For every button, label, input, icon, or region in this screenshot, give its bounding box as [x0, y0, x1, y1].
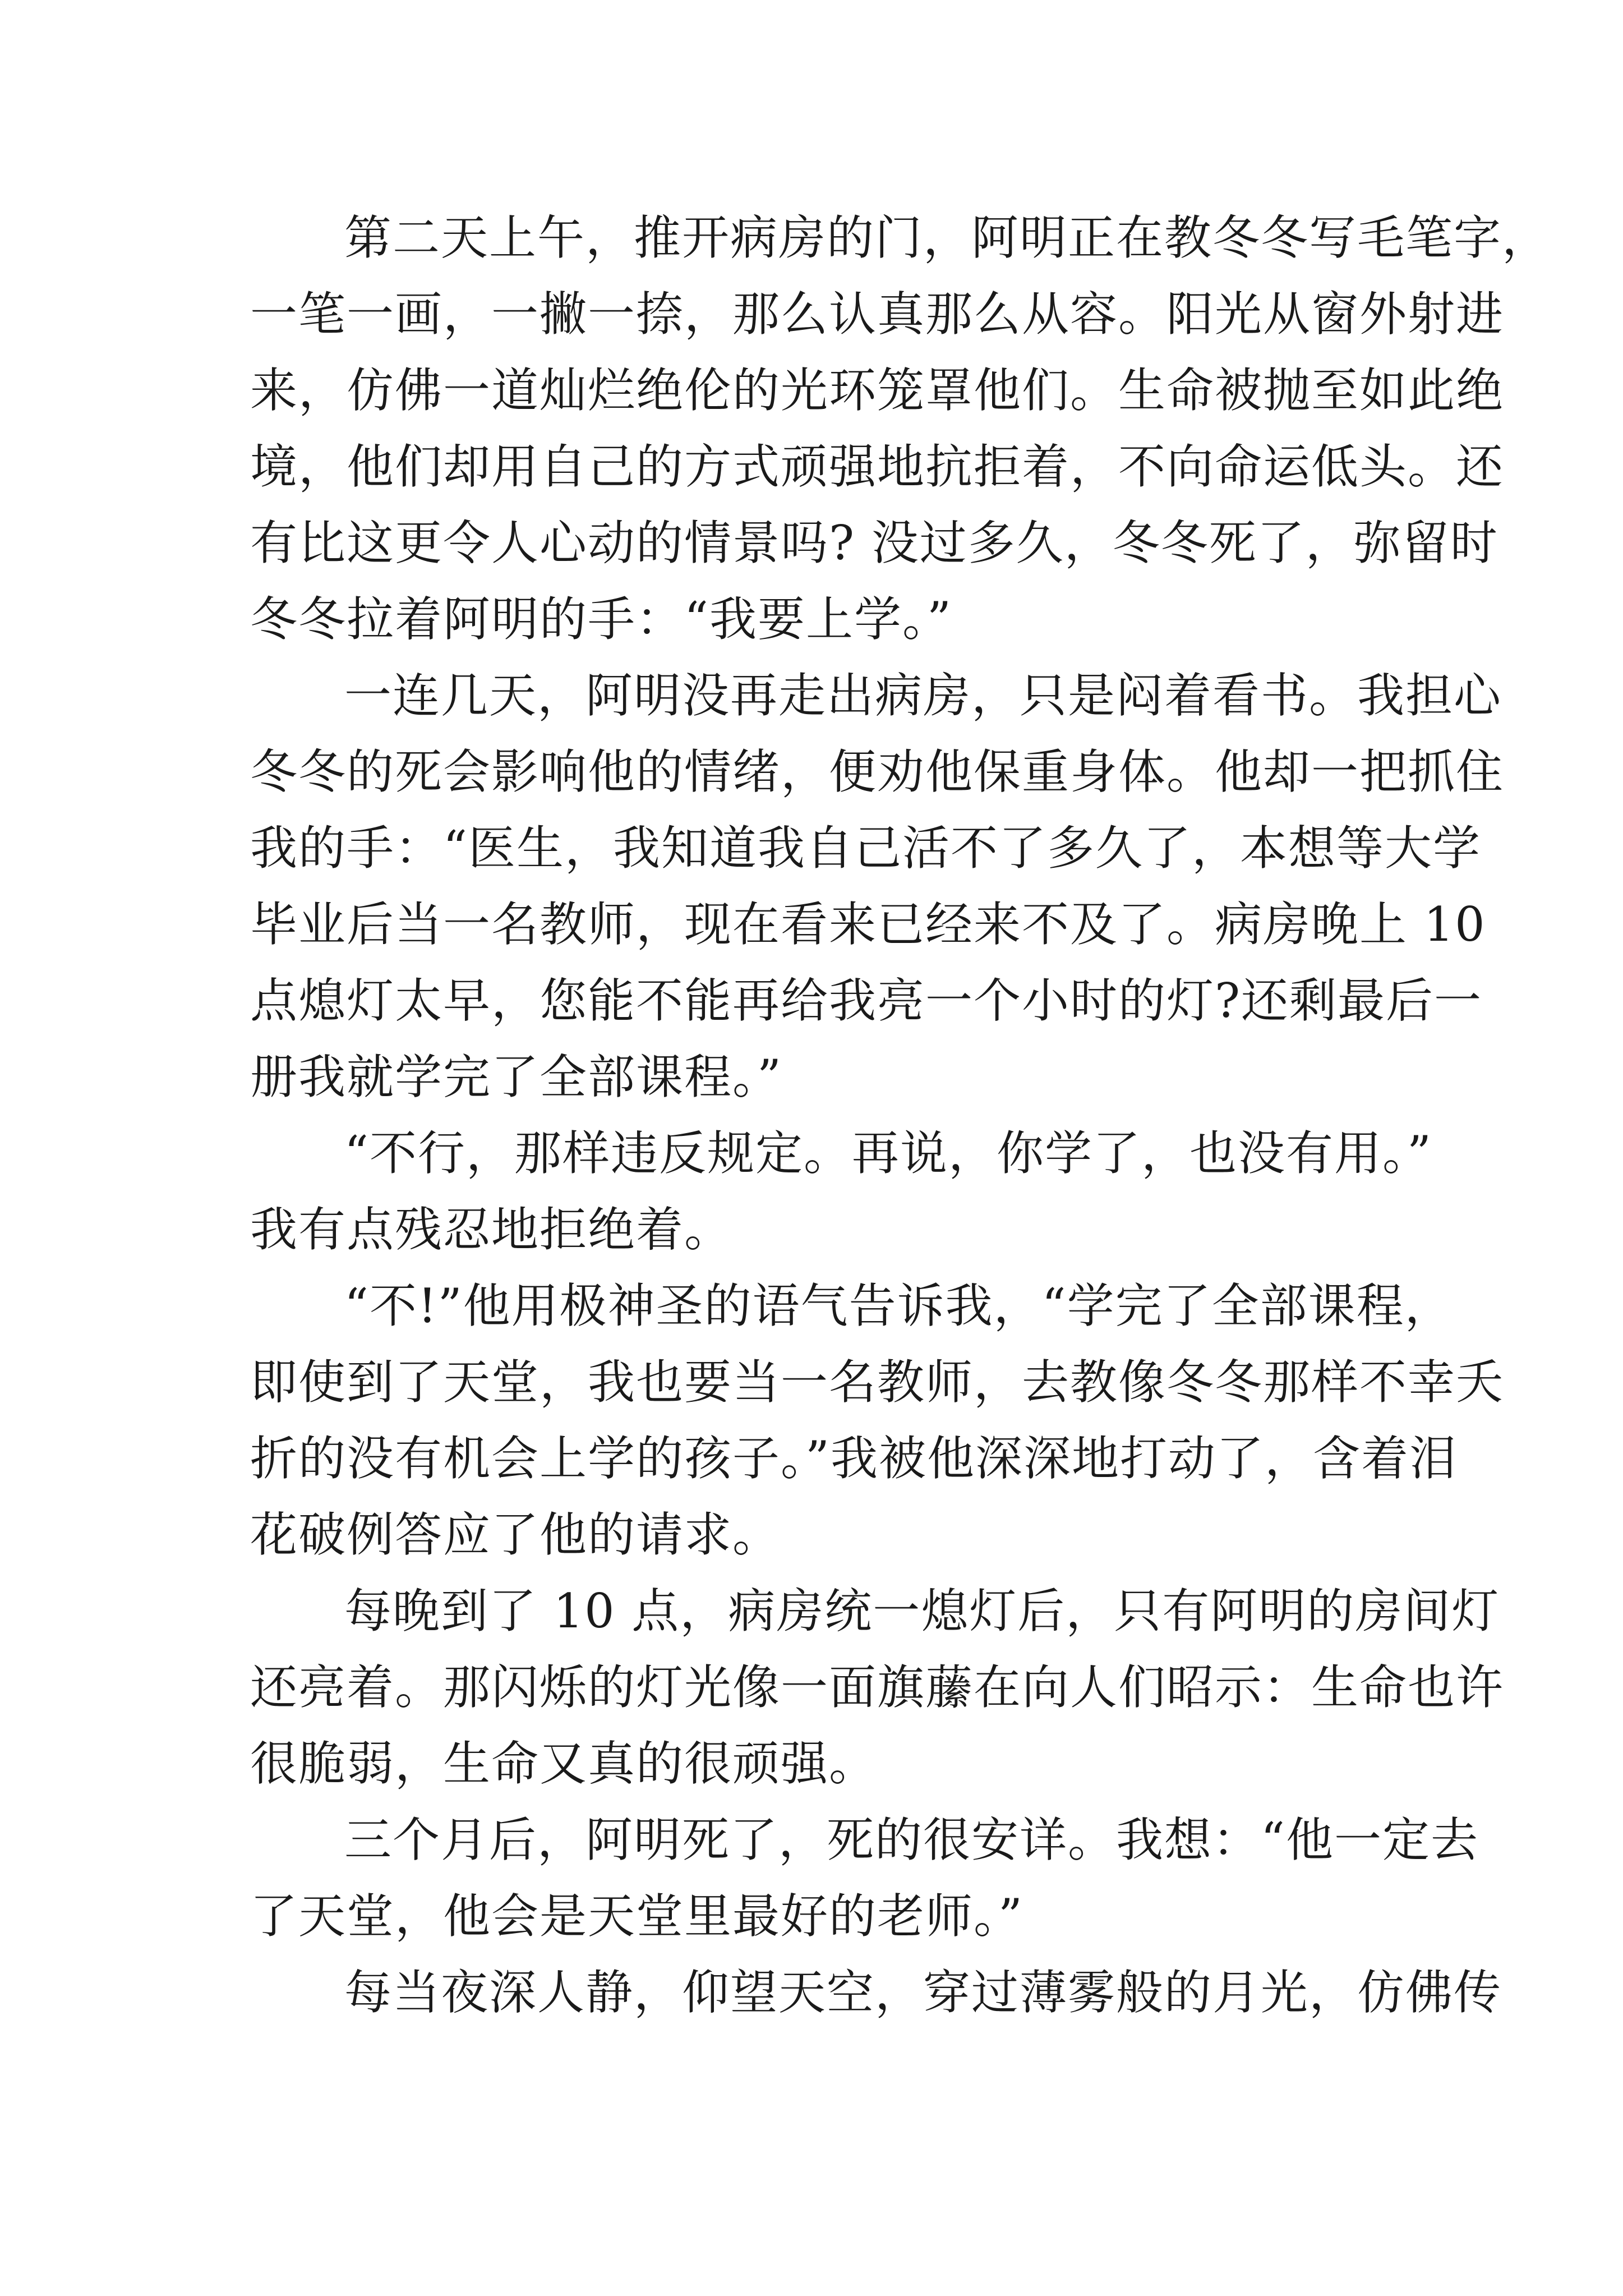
text-line: 毕业后当一名教师，现在看来已经来不及了。病房晚上 10	[250, 897, 1486, 952]
text-line: 境，他们却用自己的方式顽强地抗拒着，不向命运低头。还	[250, 439, 1505, 494]
paragraph-4	[250, 1268, 1505, 1573]
text-line: 冬冬拉着阿明的手：“我要上学。”	[250, 592, 952, 647]
text-line: 我有点残忍地拒绝着。	[250, 1202, 733, 1257]
text-line: 三个月后，阿明死了，死的很安详。我想：“他一定去	[344, 1812, 1479, 1867]
text-line: 花破例答应了他的请求。	[250, 1507, 781, 1562]
text-line: 册我就学完了全部课程。”	[250, 1050, 782, 1105]
text-line: 来，仿佛一道灿烂绝伦的光环笼罩他们。生命被抛至如此绝	[250, 363, 1505, 418]
text-line: 一笔一画，一撇一捺，那么认真那么从容。阳光从窗外射进	[250, 287, 1505, 342]
text-line: 我的手：“医生，我知道我自己活不了多久了，本想等大学	[250, 821, 1481, 876]
text-line: 一连几天，阿明没再走出病房，只是闷着看书。我担心	[344, 668, 1502, 723]
text-line: 还亮着。那闪烁的灯光像一面旗䕨在向人们昭示：生命也许	[250, 1660, 1505, 1715]
text-line: 有比这更令人心动的情景吗? 没过多久，冬冬死了，弥留时	[250, 516, 1498, 570]
text-line: 冬冬的死会影响他的情绪，便劝他保重身体。他却一把抓住	[250, 744, 1505, 799]
paragraph-2	[250, 657, 1505, 1115]
text-line: 第二天上午，推开病房的门，阿明正在教冬冬写毛笔字，	[344, 210, 1551, 265]
document-body	[250, 200, 1551, 2031]
text-line: 了天堂，他会是天堂里最好的老师。”	[250, 1889, 1023, 1944]
text-line: 折的没有机会上学的孩子。”我被他深深地打动了，含着泪	[250, 1431, 1458, 1486]
text-line: 即使到了天堂，我也要当一名教师，去教像冬冬那样不幸夭	[250, 1355, 1505, 1410]
paragraph-7	[250, 1954, 1502, 2031]
text-line: 点熄灯太早，您能不能再给我亮一个小时的灯?还剩最后一	[250, 973, 1483, 1028]
paragraph-5	[250, 1573, 1505, 1802]
text-line: 每晚到了 10 点，病房统一熄灯后，只有阿明的房间灯	[344, 1584, 1500, 1639]
paragraph-1	[250, 200, 1551, 657]
text-line: 很脆弱，生命又真的很顽强。	[250, 1736, 878, 1791]
paragraph-6	[250, 1802, 1479, 1954]
text-line: “不!”他用极神圣的语气告诉我，“学完了全部课程，	[344, 1278, 1453, 1333]
paragraph-3	[250, 1115, 1432, 1268]
text-line: 每当夜深人静，仰望天空，穿过薄雾般的月光，仿佛传	[344, 1965, 1502, 2020]
text-line: “不行，那样违反规定。再说，你学了，也没有用。”	[344, 1126, 1432, 1181]
